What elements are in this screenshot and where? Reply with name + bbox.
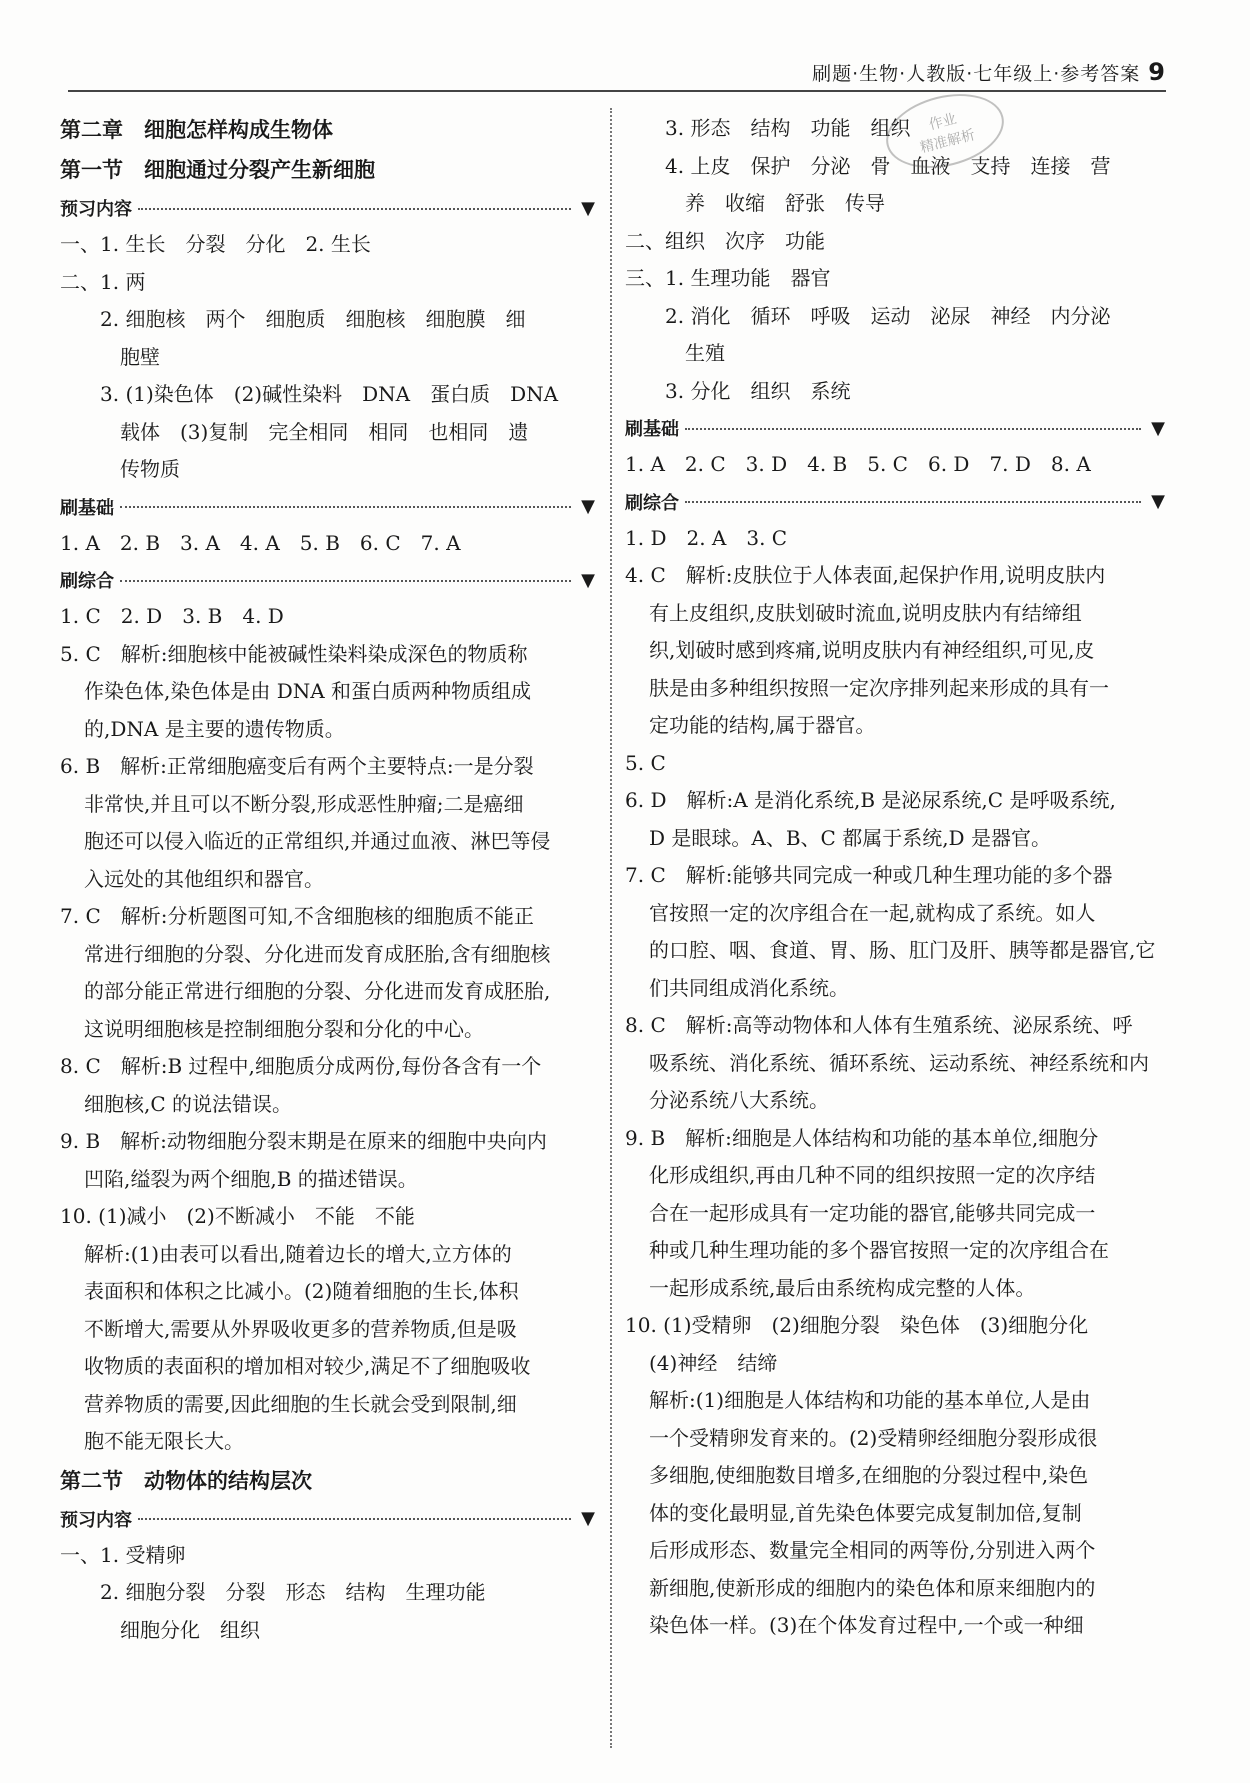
section-bar-label: 预习内容 xyxy=(60,199,132,220)
section-bar xyxy=(60,489,595,525)
answer-line: 解析:(1)由表可以看出,随着边长的增大,立方体的 xyxy=(84,1241,512,1266)
answer-line: 官按照一定的次序组合在一起,就构成了系统。如人 xyxy=(649,900,1096,925)
section-bar xyxy=(60,190,595,226)
answer-line: 有上皮组织,皮肤划破时流血,说明皮肤内有结缔组 xyxy=(649,600,1082,625)
answer-line: 二、组织 次序 功能 xyxy=(625,228,825,253)
answer-line: 2. 细胞核 两个 细胞质 细胞核 细胞膜 细 xyxy=(100,307,526,331)
answer-line: 营养物质的需要,因此细胞的生长就会受到限制,细 xyxy=(84,1391,517,1416)
answer-line: 胞不能无限长大。 xyxy=(84,1429,244,1453)
answer-line: 1. D 2. A 3. C xyxy=(625,525,788,550)
answer-line: 4. 上皮 保护 分泌 骨 血液 支持 连接 营 xyxy=(665,153,1111,178)
answer-line: 们共同组成消化系统。 xyxy=(649,975,849,1000)
answer-line: 载体 (3)复制 完全相同 相同 也相同 遗 xyxy=(120,419,529,444)
answer-line: 细胞核,C 的说法错误。 xyxy=(84,1091,293,1116)
answer-line: 肤是由多种组织按照一定次序排列起来形成的具有一 xyxy=(649,675,1109,700)
answer-line: 6. B 解析:正常细胞癌变后有两个主要特点:一是分裂 xyxy=(60,754,534,778)
answer-line: 入远处的其他组织和器官。 xyxy=(84,866,324,891)
answer-line: 分泌系统八大系统。 xyxy=(649,1088,829,1112)
answer-line: 作染色体,染色体是由 DNA 和蛋白质两种物质组成 xyxy=(84,679,532,703)
chapter-title: 第二章 细胞怎样构成生物体 xyxy=(60,118,333,142)
answer-line: 细胞分化 组织 xyxy=(120,1617,260,1642)
page-number: 9 xyxy=(1148,58,1166,86)
answer-line: (4)神经 结缔 xyxy=(649,1350,778,1375)
answer-line: 5. C 解析:细胞核中能被碱性染料染成深色的物质称 xyxy=(60,641,528,666)
answer-line: 一起形成系统,最后由系统构成完整的人体。 xyxy=(649,1275,1036,1300)
triangle-down-icon: ▼ xyxy=(1151,491,1165,512)
answer-line: 种或几种生理功能的多个器官按照一定的次序组合在 xyxy=(649,1238,1109,1262)
stamp-text: 作业 xyxy=(927,111,959,134)
answer-line: 1. A 2. C 3. D 4. B 5. C 6. D 7. D 8. A xyxy=(625,452,1091,476)
dotted-leader xyxy=(120,579,571,582)
answer-line: 吸系统、消化系统、循环系统、运动系统、神经系统和内 xyxy=(649,1050,1149,1075)
answer-line: 的部分能正常进行细胞的分裂、分化进而发育成胚胎, xyxy=(84,979,551,1003)
section-bar-label: 刷基础 xyxy=(625,419,679,440)
right-column xyxy=(625,110,1165,1645)
answer-line: 6. D 解析:A 是消化系统,B 是泌尿系统,C 是呼吸系统, xyxy=(625,788,1116,812)
section-bar-label: 刷基础 xyxy=(60,497,114,519)
answer-line: 新细胞,使新形成的细胞内的染色体和原来细胞内的 xyxy=(649,1575,1096,1600)
answer-line: 10. (1)受精卵 (2)细胞分裂 染色体 (3)细胞分化 xyxy=(625,1313,1089,1337)
answer-line: 化形成组织,再由几种不同的组织按照一定的次序结 xyxy=(649,1163,1096,1187)
answer-line: 一、1. 生长 分裂 分化 2. 生长 xyxy=(60,232,371,256)
answer-line: 3. 分化 组织 系统 xyxy=(665,378,851,403)
answer-line: 10. (1)减小 (2)不断减小 不能 不能 xyxy=(60,1204,415,1228)
section-bar xyxy=(625,484,1165,520)
answer-line: 传物质 xyxy=(120,457,180,481)
answer-line: 胞壁 xyxy=(120,344,160,369)
answer-line: 7. C 解析:能够共同完成一种或几种生理功能的多个器 xyxy=(625,863,1113,887)
answer-line: 2. 细胞分裂 分裂 形态 结构 生理功能 xyxy=(100,1580,486,1604)
answer-line: 9. B 解析:细胞是人体结构和功能的基本单位,细胞分 xyxy=(625,1125,1099,1150)
answer-line: 解析:(1)细胞是人体结构和功能的基本单位,人是由 xyxy=(649,1388,1091,1412)
section-bar-label: 预习内容 xyxy=(60,1509,132,1531)
answer-line: 三、1. 生理功能 器官 xyxy=(625,266,831,290)
dotted-leader xyxy=(685,427,1141,430)
page-header xyxy=(68,52,1166,92)
answer-line: 凹陷,缢裂为两个细胞,B 的描述错误。 xyxy=(84,1166,418,1191)
section-bar xyxy=(60,562,595,598)
answer-line: 定功能的结构,属于器官。 xyxy=(649,713,876,737)
answer-line: 9. B 解析:动物细胞分裂末期是在原来的细胞中央向内 xyxy=(60,1129,547,1153)
triangle-down-icon: ▼ xyxy=(581,569,595,591)
answer-line: 一个受精卵发育来的。(2)受精卵经细胞分裂形成很 xyxy=(649,1425,1098,1450)
dotted-leader xyxy=(138,207,571,210)
answer-line: 后形成形态、数量完全相同的两等份,分别进入两个 xyxy=(649,1538,1096,1562)
answer-line: 4. C 解析:皮肤位于人体表面,起保护作用,说明皮肤内 xyxy=(625,563,1106,587)
dotted-leader xyxy=(685,500,1141,503)
left-column xyxy=(60,110,595,1649)
dotted-leader xyxy=(120,505,571,508)
answer-line: 这说明细胞核是控制细胞分裂和分化的中心。 xyxy=(84,1016,484,1041)
answer-line: 二、1. 两 xyxy=(60,269,146,294)
triangle-down-icon: ▼ xyxy=(581,1508,595,1529)
triangle-down-icon: ▼ xyxy=(581,197,595,219)
answer-line: 体的变化最明显,首先染色体要完成复制加倍,复制 xyxy=(649,1500,1082,1525)
answer-line: 1. A 2. B 3. A 4. A 5. B 6. C 7. A xyxy=(60,530,461,555)
triangle-down-icon: ▼ xyxy=(581,496,595,517)
triangle-down-icon: ▼ xyxy=(1151,417,1165,439)
dotted-leader xyxy=(138,1517,571,1520)
answer-line: 表面积和体积之比减小。(2)随着细胞的生长,体积 xyxy=(84,1279,519,1303)
section-bar xyxy=(60,1501,595,1537)
answer-line: 胞还可以侵入临近的正常组织,并通过血液、淋巴等侵 xyxy=(84,829,551,853)
answer-line: 7. C 解析:分析题图可知,不含细胞核的细胞质不能正 xyxy=(60,904,534,928)
section-bar-label: 刷综合 xyxy=(625,492,679,514)
answer-line: 2. 消化 循环 呼吸 运动 泌尿 神经 内分泌 xyxy=(665,303,1111,328)
section-title: 第二节 动物体的结构层次 xyxy=(60,1468,312,1493)
answer-line: 合在一起形成具有一定功能的器官,能够共同完成一 xyxy=(649,1200,1096,1225)
answer-line: 3. (1)染色体 (2)碱性染料 DNA 蛋白质 DNA xyxy=(100,382,559,406)
header-title: 刷题·生物·人教版·七年级上·参考答案 xyxy=(812,63,1141,85)
stamp-text: 精准解析 xyxy=(918,127,977,157)
answer-line: 养 收缩 舒张 传导 xyxy=(685,191,885,215)
answer-line: 一、1. 受精卵 xyxy=(60,1542,186,1567)
answer-line: 5. C xyxy=(625,750,666,775)
answer-line: 收物质的表面积的增加相对较少,满足不了细胞吸收 xyxy=(84,1354,531,1378)
answer-line: D 是眼球。A、B、C 都属于系统,D 是器官。 xyxy=(649,825,1051,850)
section-title: 第一节 细胞通过分裂产生新细胞 xyxy=(60,158,375,182)
answer-line: 的口腔、咽、食道、胃、肠、肛门及肝、胰等都是器官,它 xyxy=(649,938,1156,962)
answer-line: 不断增大,需要从外界吸收更多的营养物质,但是吸 xyxy=(84,1316,517,1341)
column-divider xyxy=(610,108,612,1748)
answer-line: 生殖 xyxy=(685,341,725,365)
answer-line: 非常快,并且可以不断分裂,形成恶性肿瘤;二是癌细 xyxy=(84,791,524,816)
answer-line: 多细胞,使细胞数目增多,在细胞的分裂过程中,染色 xyxy=(649,1463,1089,1487)
answer-line: 染色体一样。(3)在个体发育过程中,一个或一种细 xyxy=(649,1613,1084,1637)
answer-line: 8. C 解析:高等动物体和人体有生殖系统、泌尿系统、呼 xyxy=(625,1013,1133,1037)
answer-line: 常进行细胞的分裂、分化进而发育成胚胎,含有细胞核 xyxy=(84,941,551,966)
answer-line: 织,划破时感到疼痛,说明皮肤内有神经组织,可见,皮 xyxy=(649,638,1095,662)
answer-line: 1. C 2. D 3. B 4. D xyxy=(60,604,284,628)
section-bar xyxy=(625,410,1165,446)
answer-line: 8. C 解析:B 过程中,细胞质分成两份,每份各含有一个 xyxy=(60,1054,542,1078)
section-bar-label: 刷综合 xyxy=(60,571,114,592)
answer-line: 3. 形态 结构 功能 组织 xyxy=(665,116,911,140)
answer-line: 的,DNA 是主要的遗传物质。 xyxy=(84,716,345,741)
